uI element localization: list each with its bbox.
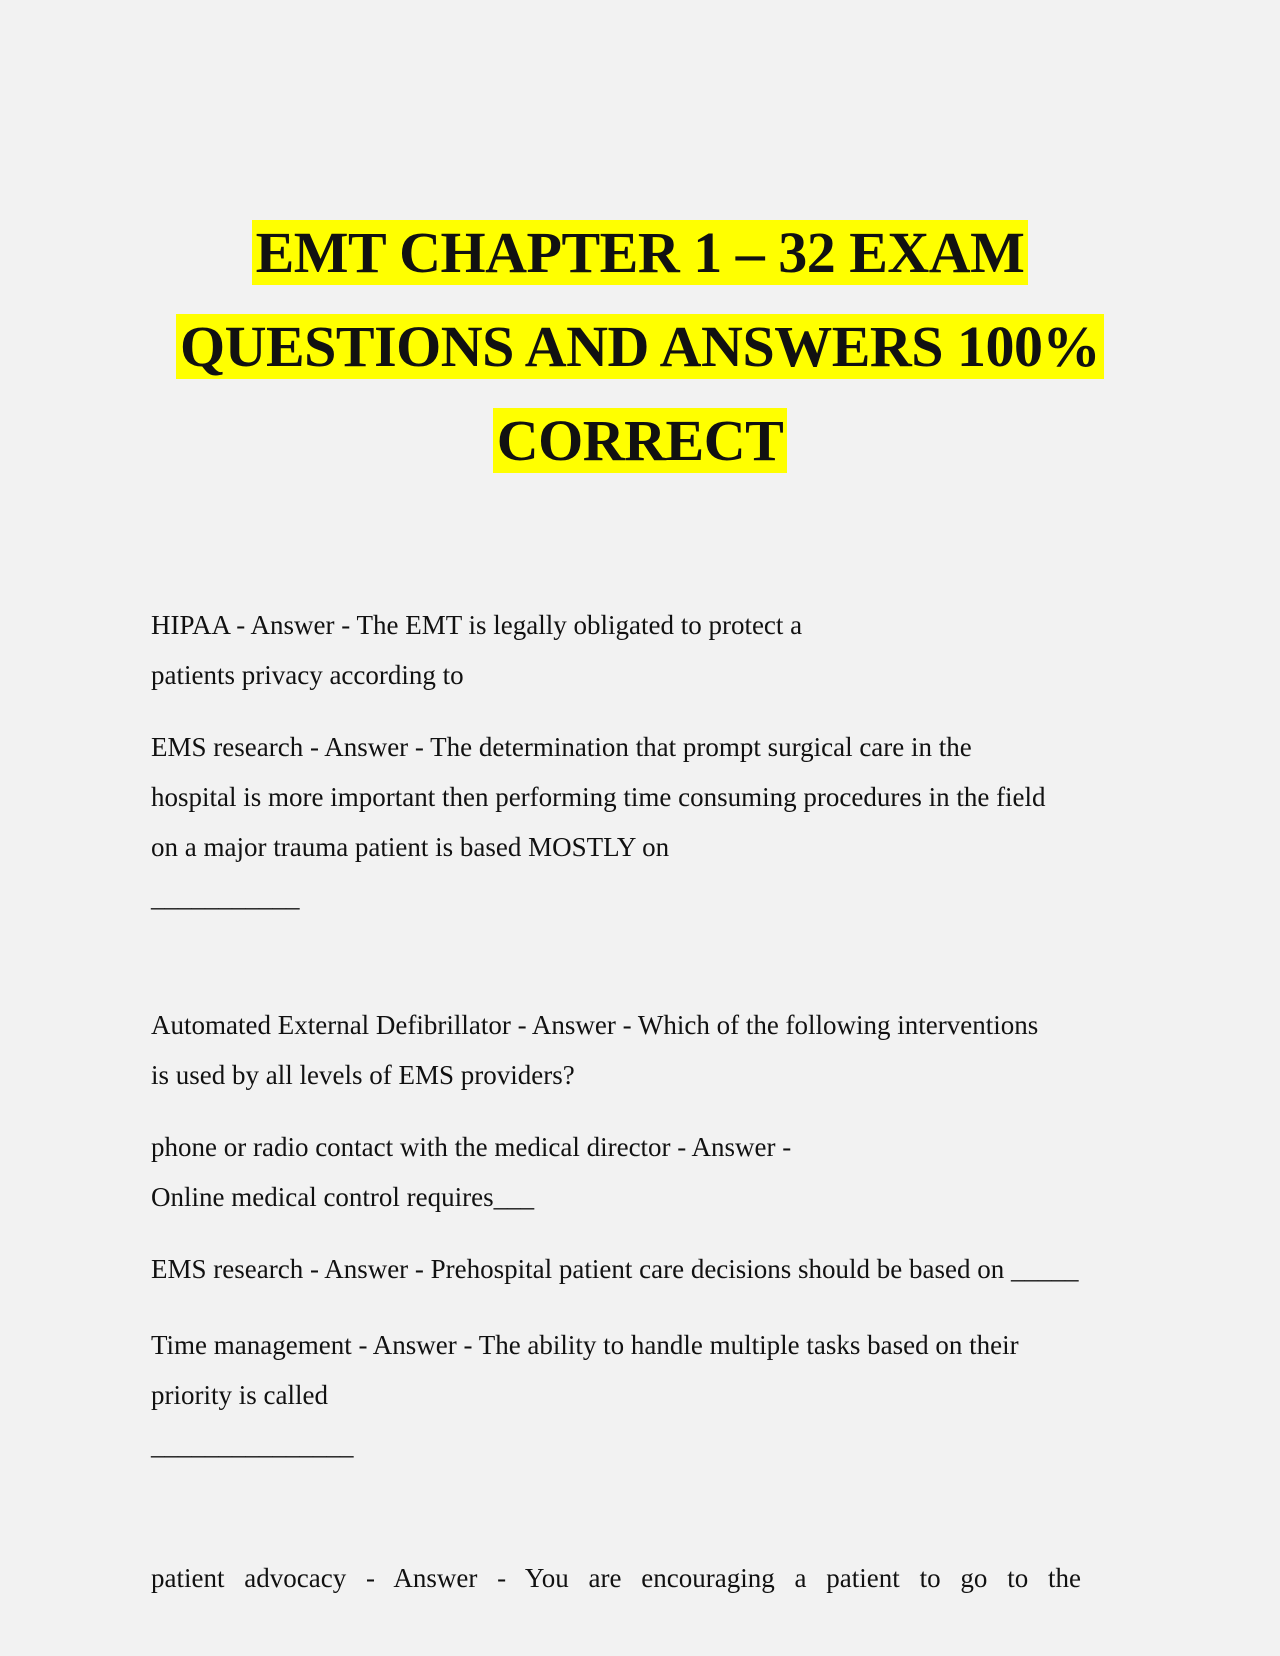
qa-line: patients privacy according to (151, 660, 464, 690)
title-line-1-text: EMT CHAPTER 1 – 32 EXAM (252, 220, 1029, 285)
qa-item-medical-control (151, 1122, 791, 1222)
title-line-3-text: CORRECT (493, 408, 788, 473)
qa-line: Online medical control requires___ (151, 1182, 535, 1212)
qa-line: priority is called (151, 1380, 328, 1410)
qa-line: on a major trauma patient is based MOSTLY on (151, 832, 670, 862)
qa-item-aed (151, 1000, 1038, 1100)
qa-line: Time management - Answer - The ability to handle multiple tasks based on their (151, 1330, 1019, 1360)
qa-line: EMS research - Answer - The determination that prompt surgical care in the (151, 732, 972, 762)
qa-line: phone or radio contact with the medical director - Answer - (151, 1132, 792, 1162)
qa-item-ems-research-2 (151, 1244, 1079, 1294)
qa-item-patient-advocacy (151, 1553, 1081, 1603)
qa-line: Automated External Defibrillator - Answer - Which of the following interventions (151, 1010, 1039, 1040)
qa-item-hipaa (151, 600, 802, 700)
qa-item-ems-research-1 (151, 722, 1046, 922)
document-title (0, 206, 1280, 488)
qa-line: _______________ (151, 1430, 354, 1460)
qa-line: ___________ (151, 882, 300, 912)
qa-line: EMS research - Answer - Prehospital patient care decisions should be based on _____ (151, 1254, 1079, 1284)
title-line-3 (0, 394, 1280, 488)
qa-line: patient advocacy - Answer - You are encouraging a patient to go to the (151, 1563, 1081, 1593)
qa-line: is used by all levels of EMS providers? (151, 1060, 575, 1090)
title-line-2-text: QUESTIONS AND ANSWERS 100% (176, 314, 1104, 379)
title-line-2 (0, 300, 1280, 394)
qa-item-time-management (151, 1320, 1019, 1470)
title-line-1 (0, 206, 1280, 300)
qa-line: HIPAA - Answer - The EMT is legally obligated to protect a (151, 610, 803, 640)
qa-line: hospital is more important then performing time consuming procedures in the field (151, 782, 1046, 812)
